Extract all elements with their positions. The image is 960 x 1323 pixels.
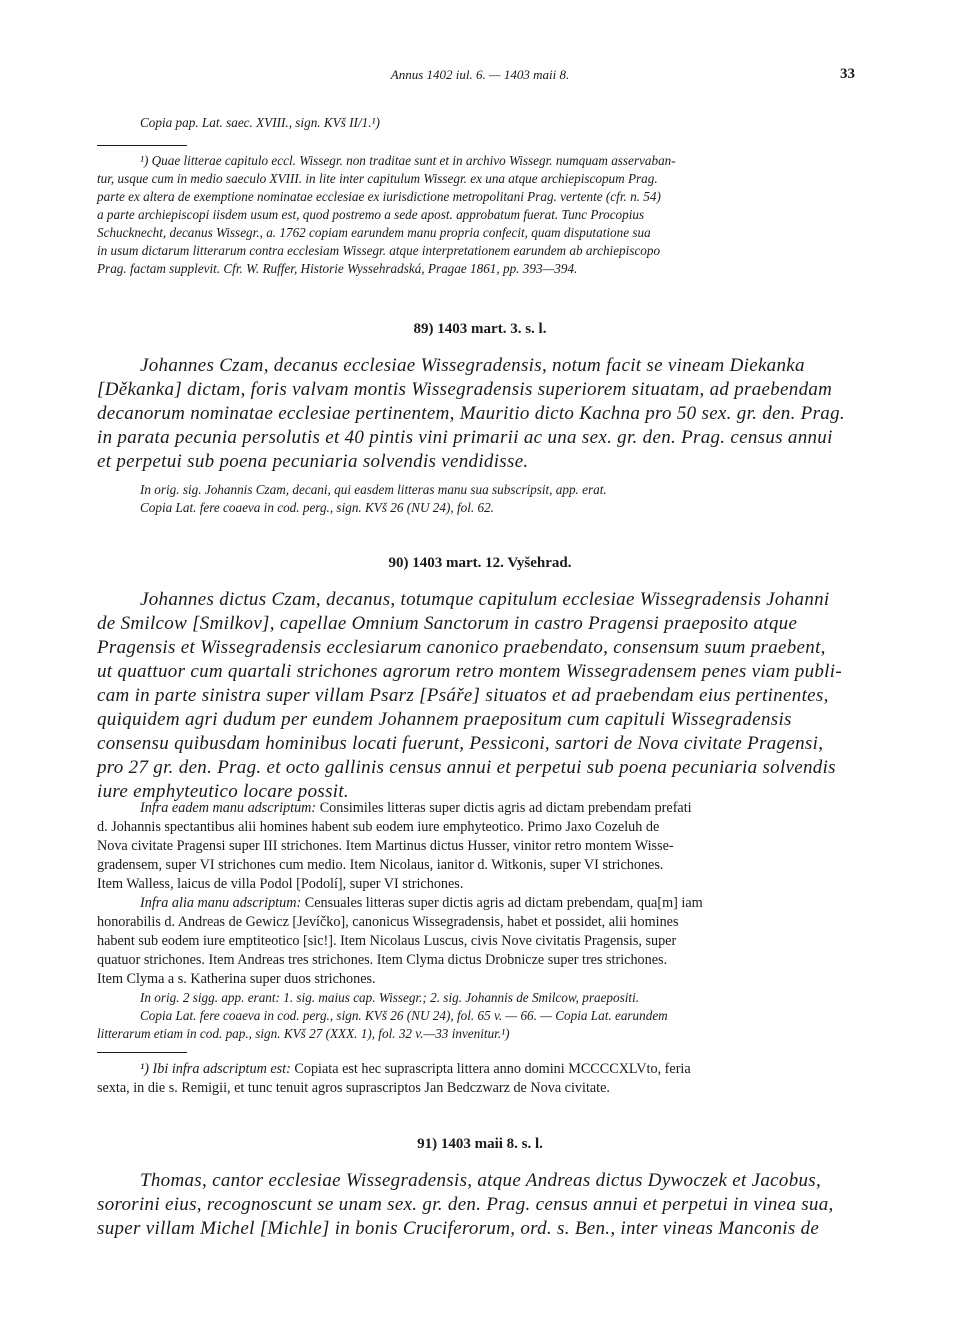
text-line: Item Clyma a s. Katherina super duos strichones.	[97, 971, 376, 987]
regest-line: [Děkanka] dictam, foris valvam montis Wissegradensis superiorem situatam, ad praebendam	[97, 379, 833, 400]
regest-line: Johannes Czam, decanus ecclesiae Wissegradensis, notum facit se vineam Diekanka	[140, 355, 805, 376]
running-head: Annus 1402 iul. 6. — 1403 maii 8.	[390, 67, 570, 82]
footnote-rule	[97, 145, 187, 146]
text-line: honorabilis d. Andreas de Gewicz [Jevíčko], canonicus Wissegradensis, habet et possidet, alii homines	[97, 914, 679, 930]
regest-line: consensu quibusdam hominibus locati fuerunt, Pessiconi, sartori de Nova civitate Pragensi,	[97, 733, 824, 754]
text-line: d. Johannis spectantibus alii homines habent sub eodem iure emphyteotico. Primo Jaxo Cozeluh de	[97, 819, 660, 835]
footnote-line: Prag. factam supplevit. Cfr. W. Ruffer, Historie Wyssehradská, Pragae 1861, pp. 393—394.	[97, 261, 578, 276]
text-line-italic: Infra eadem manu adscriptum:	[140, 800, 317, 816]
text-line	[97, 894, 859, 913]
regest-line: et perpetui sub poena pecuniaria solvendis vendidisse.	[97, 451, 529, 472]
regest-line: ut quattuor cum quartali strichones agrorum retro montem Wissegradensem penes viam publi-	[97, 661, 842, 682]
footnote-line: a parte archiepiscopi iisdem usum est, quod postremo a sede apost. approbatum fuerat. Tunc Procopius	[97, 207, 645, 222]
source-note: In orig. sig. Johannis Czam, decani, qui easdem litteras manu sua subscripsit, app. erat.	[140, 482, 607, 497]
regest-line: in parata pecunia persolutis et 40 pintis vini primarii ac una sex. gr. den. Prag. census annui	[97, 427, 833, 448]
footnote-italic: ¹) Ibi infra adscriptum est:	[140, 1061, 291, 1077]
footnote-line: Schucknecht, decanus Wissegr., a. 1762 copiam earundem manu propria confecit, quam disputatione sua	[97, 225, 651, 240]
source-note: In orig. 2 sigg. app. erant: 1. sig. maius cap. Wissegr.; 2. sig. Johannis de Smilcow, praepositi.	[140, 990, 640, 1005]
footnote-line	[97, 1060, 859, 1079]
page-number: 33	[840, 66, 855, 82]
regest-line: super villam Michel [Michle] in bonis Cruciferorum, ord. s. Ben., inter vineas Manconis de	[97, 1218, 820, 1239]
regest-line: cam in parte sinistra super villam Psarz [Psáře] situatos et ad praebendam eius pertinentes,	[97, 685, 829, 706]
top-copia-note: Copia pap. Lat. saec. XVIII., sign. KVš II/1.¹)	[140, 115, 380, 130]
source-note: Copia Lat. fere coaeva in cod. perg., sign. KVš 26 (NU 24), fol. 65 v. — 66. — Copia Lat. earundem	[140, 1008, 668, 1023]
footnote-line: sexta, in die s. Remigii, et tunc tenuit agros suprascriptos Jan Bedczwarz de Nova civitate.	[97, 1080, 610, 1096]
doc-heading: 90) 1403 mart. 12. Vyšehrad.	[388, 555, 572, 571]
text-line: habent sub eodem iure emptiteotico [sic!]. Item Nicolaus Luscus, civis Nove civitatis Pragensis, super	[97, 933, 677, 949]
doc-heading: 89) 1403 mart. 3. s. l.	[413, 321, 547, 337]
text-line: Item Walless, laicus de villa Podol [Podolí], super VI strichones.	[97, 876, 464, 892]
source-note: litterarum etiam in cod. pap., sign. KVš 27 (XXX. 1), fol. 32 v.—33 invenitur.¹)	[97, 1026, 510, 1041]
footnote-line: tur, usque cum in medio saeculo XVIII. in lite inter capitulum Wissegr. ex una atque archiepiscopum Prag.	[97, 171, 658, 186]
text-line: quatuor strichones. Item Andreas tres strichones. Item Clyma dictus Drobnicze super tres strichones.	[97, 952, 668, 968]
doc-heading: 91) 1403 maii 8. s. l.	[417, 1136, 543, 1152]
footnote-line: parte ex altera de exemptione nominatae ecclesiae ex iurisdictione metropolitani Prag. vertente (cfr. n. 54)	[97, 189, 661, 204]
regest-line: iure emphyteutico locare possit.	[97, 781, 349, 802]
regest-line: Pragensis et Wissegradensis ecclesiarum canonico praebendato, consensum suum praebent,	[97, 637, 826, 658]
footnote-rule	[97, 1052, 187, 1053]
source-note: Copia Lat. fere coaeva in cod. perg., sign. KVš 26 (NU 24), fol. 62.	[140, 500, 494, 515]
regest-line: Thomas, cantor ecclesiae Wissegradensis, atque Andreas dictus Dywoczek et Jacobus,	[140, 1170, 822, 1191]
text-line-italic: Infra alia manu adscriptum:	[140, 895, 302, 911]
regest-line: decanorum nominatae ecclesiae pertinentem, Mauritio dicto Kachna pro 50 sex. gr. den. Prag.	[97, 403, 845, 424]
footnote-roman: Copiata est hec suprascripta littera anno domini MCCCCXLVto, feria	[290, 1061, 691, 1077]
text-line-roman: Consimiles litteras super dictis agris ad dictam prebendam prefati	[316, 800, 692, 816]
footnote-line: ¹) Quae litterae capitulo eccl. Wissegr. non traditae sunt et in archivo Wissegr. numquam asservaban-	[140, 153, 676, 168]
text-line: gradensem, super VI strichones cum medio. Item Nicolaus, ianitor d. Witkonis, super VI strichones.	[97, 857, 664, 873]
regest-line: sororini eius, recognoscunt se unam sex. gr. den. Prag. census annui et perpetui in vinea sua,	[97, 1194, 834, 1215]
regest-line: pro 27 gr. den. Prag. et octo gallinis census annui et perpetui sub poena pecuniaria solvendis	[97, 757, 836, 778]
text-line-roman: Censuales litteras super dictis agris ad dictam prebendam, qua[m] iam	[301, 895, 703, 911]
footnote-line: in usum dictarum litterarum contra ecclesiam Wissegr. atque interpretationem earundem ab archiepiscopo	[97, 243, 661, 258]
text-line: Nova civitate Pragensi super III strichones. Item Martinus dictus Husser, vinitor retro montem Wisse-	[97, 838, 674, 854]
regest-line: quiquidem agri dudum per eundem Johannem praepositum cum capituli Wissegradensis	[97, 709, 792, 730]
regest-line: de Smilcow [Smilkov], capellae Omnium Sanctorum in castro Pragensi praeposito atque	[97, 613, 798, 634]
regest-line: Johannes dictus Czam, decanus, totumque capitulum ecclesiae Wissegradensis Johanni	[140, 589, 830, 610]
text-line	[97, 799, 859, 818]
